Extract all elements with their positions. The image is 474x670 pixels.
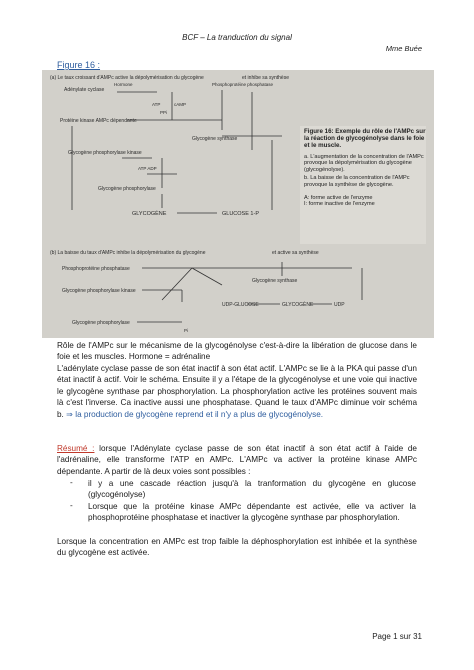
figure-diagram: [42, 70, 434, 338]
paragraph-explanation-main: L'adénylate cyclase passe de son état inactif à son état actif. L'AMPc se lie à la PKA qui passe d'un état inactif à actif. Voir le schéma. Ensuite il y a l'étape de la glycogénolyse et une voie qui inactive le glycogène synthase par phosphorylation. La phosphorylation active les protéines souvent mais là c'est l'inverse. Ca inactive aussi une phosphatase. Quand le taux d'AMPc diminue voir schéma b.: [57, 364, 417, 419]
panel-b-heading-right: et active sa synthèse: [272, 250, 319, 256]
resume-label: Résumé :: [57, 444, 95, 453]
panel-b-phosphorylase: Glycogène phosphorylase: [72, 320, 130, 326]
panel-a-atp: ATP: [152, 102, 161, 107]
panel-a-heading-right: et inhibe sa synthèse: [242, 75, 289, 81]
panel-b-pi: Pi: [184, 328, 189, 333]
figure-photo: [42, 70, 434, 338]
bullet-item-1: il y a une cascade réaction jusqu'à la tranformation du glycogène en glucose (glycogénolyse): [88, 479, 416, 500]
resume-text: lorsque l'Adénylate cyclase passe de son état inactif à son état actif à l'aide de l'adrénaline, elle transforme l'ATP en AMPc. L'AMPc va activer la protéine kinase AMPc dépendante. A partir de là deux voies sont possibles :: [57, 444, 417, 476]
bullet-mark-1: -: [70, 478, 73, 487]
paragraph-resume: [57, 443, 417, 477]
header-title: BCF – La tranduction du signal: [182, 33, 292, 42]
panel-b-phosphorylase-kinase: Glycogène phosphorylase kinase: [62, 288, 136, 294]
panel-a-ppi: PPi: [160, 110, 168, 115]
panel-a-phosphorylase: Glycogène phosphorylase: [98, 186, 156, 192]
panel-a-heading-left: (a) Le taux croissant d'AMPc active la dépolymérisation du glycogène: [50, 75, 204, 81]
figure-label: Figure 16 :: [57, 60, 101, 70]
caption-a: a. L'augmentation de la concentration de l'AMPc provoque la dépolymérisation du glycogène (glycogénolyse).: [304, 153, 424, 173]
panel-b-glycogen: GLYCOGÈNE: [282, 302, 314, 308]
caption-legend-active: A: forme active de l'enzyme: [304, 194, 373, 201]
panel-b-udp: UDP: [334, 302, 345, 308]
panel-b-heading-left: (b) La baisse du taux d'AMPc inhibe la dépolymérisation du glycogène: [50, 250, 206, 256]
bullet-mark-2: -: [70, 501, 73, 510]
panel-a-camp: cAMP: [174, 102, 187, 107]
panel-a-glycogen-synthase: Glycogène synthase: [192, 136, 238, 142]
panel-a-phosphorylase-kinase: Glycogène phosphorylase kinase: [68, 150, 142, 156]
panel-a-glycogen: GLYCOGÈNE: [132, 211, 167, 217]
paragraph-explanation: [57, 363, 417, 420]
paragraph-conclusion: Lorsque la concentration en AMPc est trop faible la déphosphorylation est inhibée et la synthèse du glycogène est activée.: [57, 537, 417, 558]
panel-b-udp-glucose: UDP-GLUCOSE: [222, 302, 259, 308]
bullet-item-2: Lorsque que la protéine kinase AMPc dépendante est activée, elle va activer la phosphoprotéine phosphatase et inactiver la glycogène synthase par phosphorylation.: [88, 502, 416, 523]
page-number: Page 1 sur 31: [372, 632, 422, 641]
panel-b-glycogen-synthase: Glycogène synthase: [252, 278, 298, 284]
panel-a-phosphatase: Phosphoprotéine phosphatase: [212, 82, 274, 87]
caption-legend-inactive: I: forme inactive de l'enzyme: [304, 201, 375, 208]
paragraph-explanation-conclusion: ⇒ la production de glycogène reprend et il n'y a plus de glycogénolyse.: [66, 409, 324, 419]
panel-a-atp-adp: ATP ADP: [138, 166, 157, 171]
panel-a-pka: Protéine kinase AMPc dépendante: [60, 118, 137, 124]
caption-b: b. La baisse de la concentration de l'AMPc provoque la synthèse de glycogène.: [304, 175, 410, 188]
panel-a-hormone: Hormone: [114, 82, 133, 87]
paragraph-role: Rôle de l'AMPc sur le mécanisme de la glycogénolyse c'est-à-dire la libération de glucose dans le foie et les muscles. Hormone = adrénaline: [57, 341, 417, 362]
panel-a-adenylate-cyclase: Adénylate cyclase: [64, 87, 105, 93]
caption-title: Figure 16: Exemple du rôle de l'AMPc sur la réaction de glycogénolyse dans le foie et le muscle.: [304, 128, 426, 150]
panel-a-glucose-1p: GLUCOSE 1-P: [222, 211, 259, 217]
header-author: Mme Buée: [385, 44, 422, 53]
panel-b-phosphatase: Phosphoprotéine phosphatase: [62, 266, 130, 272]
